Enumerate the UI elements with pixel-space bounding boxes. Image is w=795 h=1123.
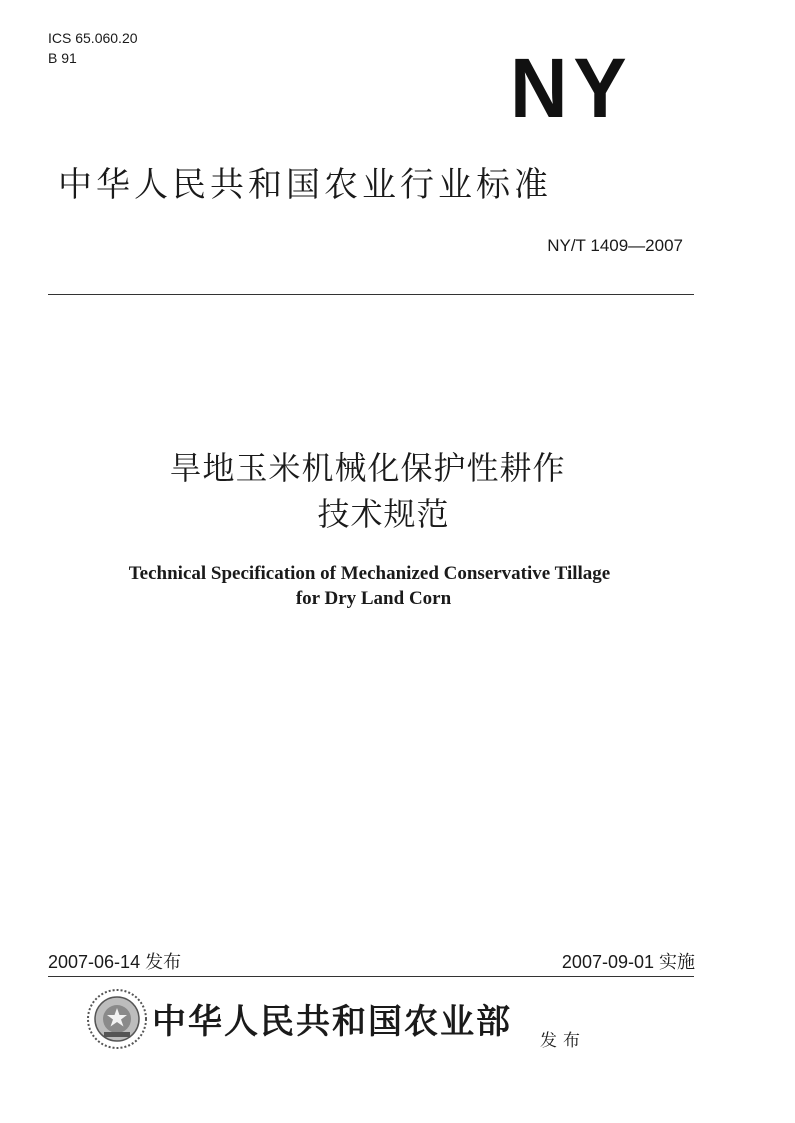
publish-label: 发布 <box>540 1031 586 1051</box>
national-emblem-icon <box>86 988 148 1050</box>
standard-category-name: 中华人民共和国农业行业标准 <box>58 165 552 205</box>
title-cn-line2: 技术规范 <box>317 495 450 533</box>
standard-mark-logo: NY <box>510 41 633 135</box>
title-en-line2: for Dry Land Corn <box>295 588 452 609</box>
standard-code: NY/T 1409—2007 <box>547 236 683 255</box>
title-cn-line1: 旱地玉米机械化保护性耕作 <box>169 449 566 487</box>
ics-code: ICS 65.060.20 <box>48 30 138 46</box>
title-en-line1: Technical Specification of Mechanized Conservative Tillage <box>128 563 611 584</box>
publisher-name: 中华人民共和国农业部 <box>152 1002 512 1042</box>
bottom-divider <box>48 976 694 977</box>
issue-date: 2007-06-14 发布 <box>48 952 182 972</box>
classification-codes <box>48 28 138 68</box>
ccs-code: B 91 <box>48 50 77 66</box>
implementation-date: 2007-09-01 实施 <box>561 952 695 972</box>
top-divider <box>48 294 694 295</box>
